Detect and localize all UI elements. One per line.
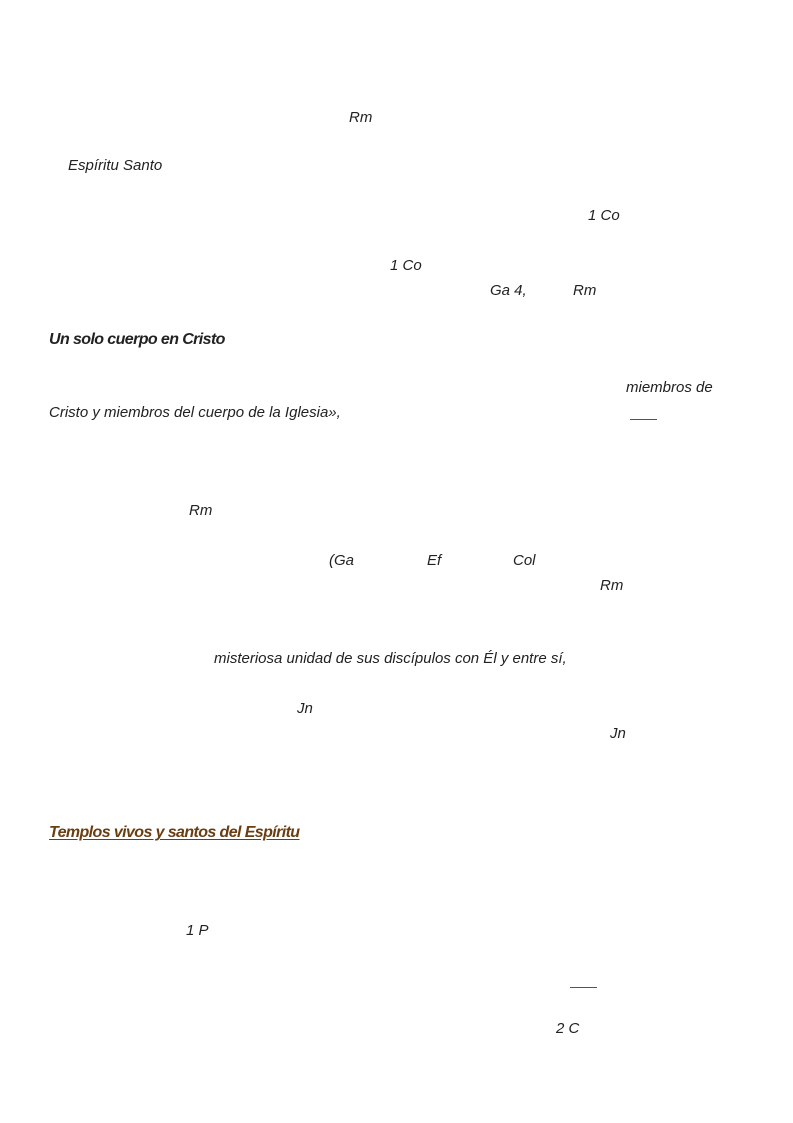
citation-jn-2: Jn [610,725,626,742]
heading-templos-vivos: Templos vivos y santos del Espíritu [49,824,300,841]
citation-ef: Ef [427,552,442,569]
citation-rm-2: Rm [573,282,597,299]
citation-rm-4: Rm [600,577,624,594]
text-misteriosa-unidad: misteriosa unidad de sus discípulos con Él y entre sí, [214,650,567,667]
citation-rm-3: Rm [189,502,213,519]
footnote-rule-2 [570,987,597,988]
citation-jn-1: Jn [297,700,313,717]
heading-un-solo-cuerpo: Un solo cuerpo en Cristo [49,331,225,348]
citation-1p: 1 P [186,922,209,939]
text-miembros-de: miembros de [626,379,713,396]
footnote-rule-1 [630,419,657,420]
text-espiritu-santo: Espíritu Santo [68,157,163,174]
citation-rm-1: Rm [349,109,373,126]
citation-1co-2: 1 Co [390,257,422,274]
citation-ga-paren: (Ga [329,552,355,569]
citation-1co-1: 1 Co [588,207,620,224]
citation-col: Col [513,552,536,569]
text-cristo-miembros: Cristo y miembros del cuerpo de la Iglesia», [49,404,341,421]
citation-2c: 2 C [556,1020,580,1037]
citation-ga-4: Ga 4, [490,282,527,299]
